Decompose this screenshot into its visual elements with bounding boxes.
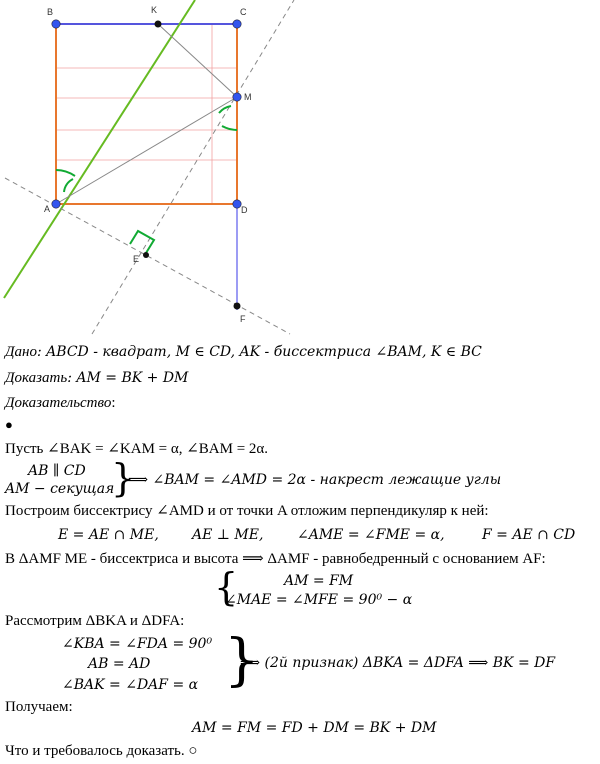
def-f: F = AE ∩ CD <box>482 527 576 543</box>
sys3-b: AB = AD <box>88 656 151 672</box>
proof-colon: : <box>111 395 116 411</box>
triangle-line: В ΔAMF ME - биссектриса и высота ⟹ ΔAMF - равнобедренный с основанием AF: <box>5 551 546 567</box>
label-k: K <box>151 5 158 15</box>
label-e: E <box>133 254 140 264</box>
sys3-a: ∠KBA = ∠FDA = 90⁰ <box>62 636 213 652</box>
sys3-result: ⟹ (2й признак) ΔBKA = ΔDFA ⟹ BK = DF <box>240 655 556 671</box>
brace-2: { <box>214 565 239 609</box>
bullet: ● <box>5 417 13 432</box>
def-perp: AE ⊥ ME, <box>192 527 264 543</box>
let-line: Пусть ∠BAK = ∠KAM = α, ∠BAM = 2α. <box>5 441 269 457</box>
bisector-ak <box>4 0 195 298</box>
given-body: : ABCD - квадрат, M ∈ CD, AK - биссектриса ∠BAM, K ∈ BC <box>37 344 482 360</box>
sys1-result: ⟹ ∠BAM = ∠AMD = 2α - накрест лежащие углы <box>128 472 502 488</box>
proof-line <box>5 394 116 412</box>
black-points <box>143 21 241 310</box>
given-line <box>5 343 482 361</box>
obtain-line: Получаем: <box>5 699 73 715</box>
label-m: M <box>244 92 252 102</box>
sys3-c: ∠BAK = ∠DAF = α <box>62 677 199 693</box>
proof-label: Доказательство <box>5 395 112 411</box>
def-angle: ∠AME = ∠FME = α, <box>297 527 445 543</box>
final-equation: AM = FM = FD + DM = BK + DM <box>192 720 437 736</box>
sys2-a: AM = FM <box>284 573 354 589</box>
sys1-a: AB ∥ CD <box>28 463 86 479</box>
line-me <box>92 0 294 334</box>
geometry-figure <box>0 0 600 340</box>
segment-km <box>158 24 237 97</box>
brace-1: } <box>111 456 136 500</box>
sys2-b: ∠MAE = ∠MFE = 90⁰ − α <box>225 592 413 608</box>
angle-marks <box>56 106 237 253</box>
grid-lines <box>56 24 237 204</box>
given-label: Дано <box>5 344 37 360</box>
label-d: D <box>241 205 248 215</box>
prove-body: : AM = BK + DM <box>67 370 189 386</box>
segment-am <box>56 97 237 204</box>
sys1-b: AM − секущая <box>5 481 115 497</box>
prove-label: Доказать <box>5 370 68 386</box>
construct-line: Построим биссектрису ∠AMD и от точки A отложим перпендикуляр к ней: <box>5 503 489 519</box>
label-a: A <box>44 204 51 214</box>
square-abcd <box>56 24 237 204</box>
label-f: F <box>240 314 246 324</box>
label-c: C <box>240 7 247 17</box>
qed-line: Что и требовалось доказать. ○ <box>5 743 198 759</box>
consider-line: Рассмотрим ΔBKA и ΔDFA: <box>5 613 185 629</box>
label-b: B <box>47 7 54 17</box>
prove-line <box>5 369 188 387</box>
brace-3: } <box>224 628 260 693</box>
def-e: E = AE ∩ ME, <box>58 527 159 543</box>
